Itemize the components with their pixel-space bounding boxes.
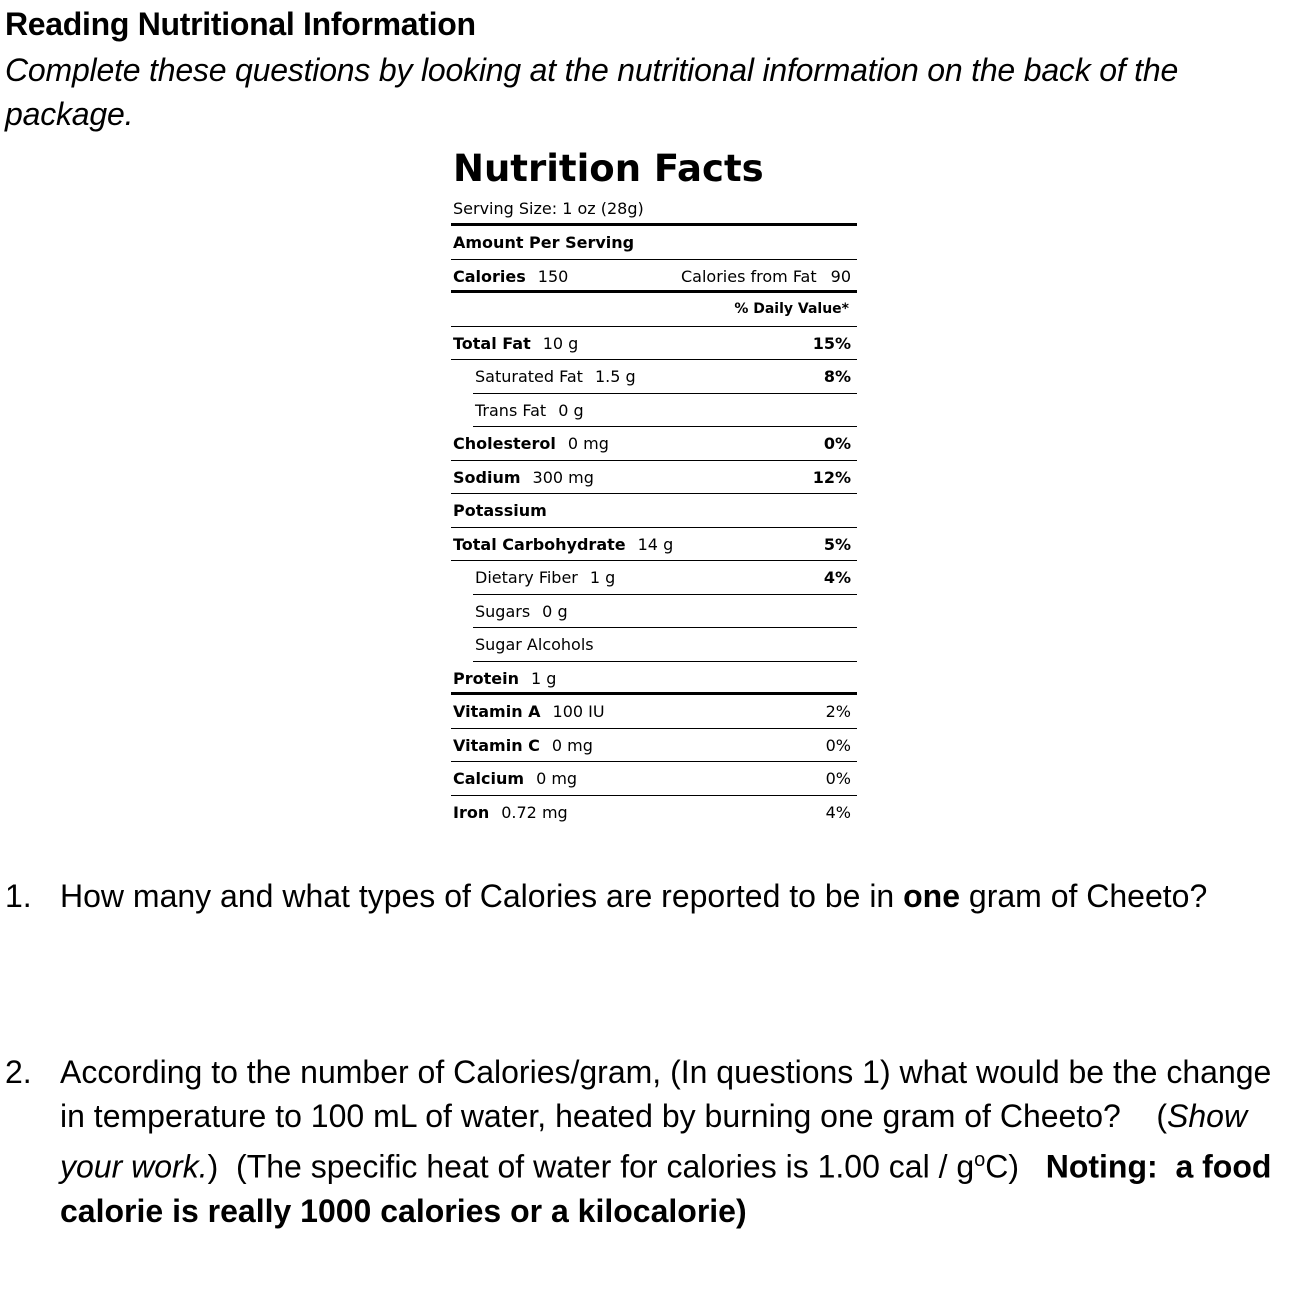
nutrient-percent: 0% [825,735,851,755]
nutrient-percent: 0% [823,434,851,453]
calories-from-fat-label: Calories from Fat [681,266,817,286]
nutrient-amount: 0.72 mg [501,802,568,822]
nutrient-name: Sodium [453,467,521,487]
nutrient-row [473,561,857,595]
question-number: 1. [5,878,32,914]
vitamin-row [451,762,857,796]
nutrient-amount: 100 IU [552,702,605,721]
nutrient-amount: 300 mg [532,467,594,487]
nutrient-percent: 0% [825,769,851,788]
nutrient-amount: 0 mg [536,769,578,788]
nutrient-amount: 14 g [637,534,674,554]
question-number: 2. [5,1054,32,1090]
question-text: According to the number of Calories/gram, (In questions 1) what would be the change in temperature to 100 mL of water, heated by burning one gram of Cheeto? (Show your work.) (The specific heat of water for calories is 1.00 cal / $g^oC$) Noting: a food calorie is really 1000 calories or a kilocalorie) [60,1054,1281,1229]
vitamin-row [451,695,857,729]
nutrient-name: Dietary Fiber [475,568,578,587]
nutrient-percent: 12% [812,467,851,487]
calories-from-fat-value: 90 [830,266,851,286]
nutrient-percent: 15% [812,333,851,353]
nutrient-percent: 8% [823,367,851,386]
nutrient-name: Total Carbohydrate [453,534,626,554]
nutrition-facts-title: Nutrition Facts [453,147,764,190]
nutrient-name: Calcium [453,769,525,788]
question-1 [5,874,1290,918]
vitamin-row [451,796,857,830]
nutrient-name: Potassium [453,501,547,520]
document-instructions: Complete these questions by looking at the nutritional information on the back of the package. [5,52,1179,132]
question-2 [5,1050,1290,1233]
nutrient-name: Trans Fat [475,400,547,420]
nutrient-percent: 4% [825,802,851,822]
nutrient-percent: 5% [823,534,851,554]
nutrient-name: Iron [453,802,490,822]
amount-per-serving-row [451,226,857,260]
nutrient-name: Sugar Alcohols [475,635,594,654]
calories-row [451,260,857,294]
calories-from-fat [681,260,851,294]
nutrient-amount: 0 g [558,400,584,420]
vitamin-row [451,729,857,763]
nutrient-amount: 1.5 g [594,367,636,386]
nutrient-row [451,327,857,361]
nutrient-name: Protein [453,668,519,688]
serving-size-row [451,196,857,226]
serving-size: Serving Size: 1 oz (28g) [453,199,644,218]
nutrient-row [473,628,857,662]
nutrient-row [473,595,857,629]
question-text: How many and what types of Calories are reported to be in one gram of Cheeto? [60,878,1208,914]
nutrient-name: Vitamin A [453,702,541,721]
nutrient-amount: 1 g [589,568,616,587]
nutrient-percent: 2% [825,702,851,721]
nutrient-name: Total Fat [453,333,531,353]
amount-per-serving: Amount Per Serving [453,233,635,252]
nutrition-facts-label [451,146,857,829]
document-title: Reading Nutritional Information [5,6,476,42]
nutrient-amount: 10 g [542,333,579,353]
nutrient-name: Sugars [475,601,531,621]
nutrient-row [451,427,857,461]
nutrient-row [451,494,857,528]
nutrient-amount: 0 mg [551,735,593,755]
nutrient-amount: 1 g [530,668,557,688]
nutrient-amount: 0 g [542,601,568,621]
daily-value-header: % Daily Value* [451,293,857,327]
nutrient-name: Vitamin C [453,735,540,755]
nutrient-row [473,394,857,428]
nutrient-name: Cholesterol [453,434,556,453]
calories-value: 150 [537,266,569,286]
nutrient-row [451,461,857,495]
nutrient-name: Saturated Fat [475,367,583,386]
nutrient-percent: 4% [823,568,851,587]
nutrient-row [473,360,857,394]
calories-label: Calories [453,266,526,286]
nutrient-row [451,528,857,562]
nutrient-amount: 0 mg [567,434,609,453]
nutrient-row [451,662,857,696]
